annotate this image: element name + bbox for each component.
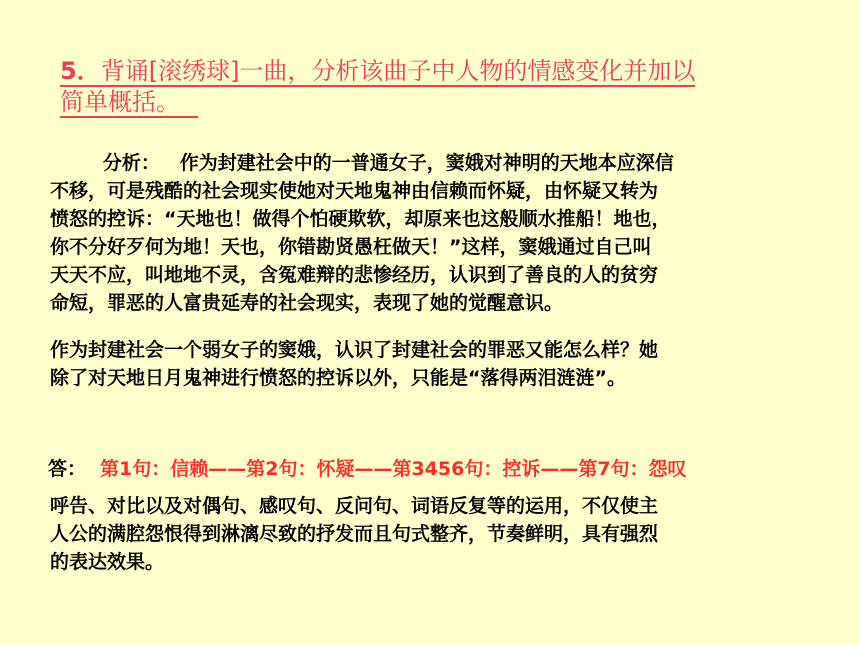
answer-line: 的表达效果。	[50, 551, 165, 573]
conclusion-paragraph	[50, 336, 658, 392]
title-line-1	[60, 56, 840, 87]
title-text-2: 简单概括。	[60, 88, 198, 118]
question-number: 5．	[60, 57, 101, 85]
conclusion-line: 作为封建社会一个弱女子的窦娥，认识了封建社会的罪恶又能怎么样？她	[50, 339, 659, 361]
answer-highlight: 第1句：信赖——第2句：怀疑——第3456句：控诉——第7句：怨叹	[100, 458, 687, 480]
analysis-line: 你不分好歹何为地！天也，你错勘贤愚枉做天！”这样，窦娥通过自己叫	[50, 236, 652, 258]
conclusion-line: 除了对天地日月鬼神进行愤怒的控诉以外，只能是“落得两泪涟涟”。	[50, 367, 626, 389]
title-text-1: 背诵[滚绣球]一曲，分析该曲子中人物的情感变化并加以	[100, 57, 696, 85]
analysis-line: 不移，可是残酷的社会现实使她对天地鬼神由信赖而怀疑，由怀疑又转为	[50, 180, 659, 202]
analysis-line: 愤怒的控诉：“天地也！做得个怕硬欺软，却原来也这般顺水推船！地也，	[50, 208, 671, 230]
title-line-2	[60, 87, 840, 118]
analysis-line: 天天不应，叫地地不灵，含冤难辩的悲惨经历，认识到了善良的人的贫穷	[50, 264, 659, 286]
analysis-line: 分析： 作为封建社会中的一普通女子，窦娥对神明的天地本应深信	[50, 152, 674, 174]
answer-paragraph	[50, 492, 658, 576]
analysis-line: 命短，罪恶的人富贵延寿的社会现实，表现了她的觉醒意识。	[50, 292, 564, 314]
analysis-paragraph	[50, 149, 674, 317]
answer-label: 答：	[48, 458, 87, 480]
answer-line: 呼告、对比以及对偶句、感叹句、反问句、词语反复等的运用，不仅使主	[50, 495, 659, 517]
answer-summary	[48, 455, 687, 483]
question-title	[60, 56, 840, 118]
answer-line: 人公的满腔怨恨得到淋漓尽致的抒发而且句式整齐，节奏鲜明，具有强烈	[50, 523, 659, 545]
